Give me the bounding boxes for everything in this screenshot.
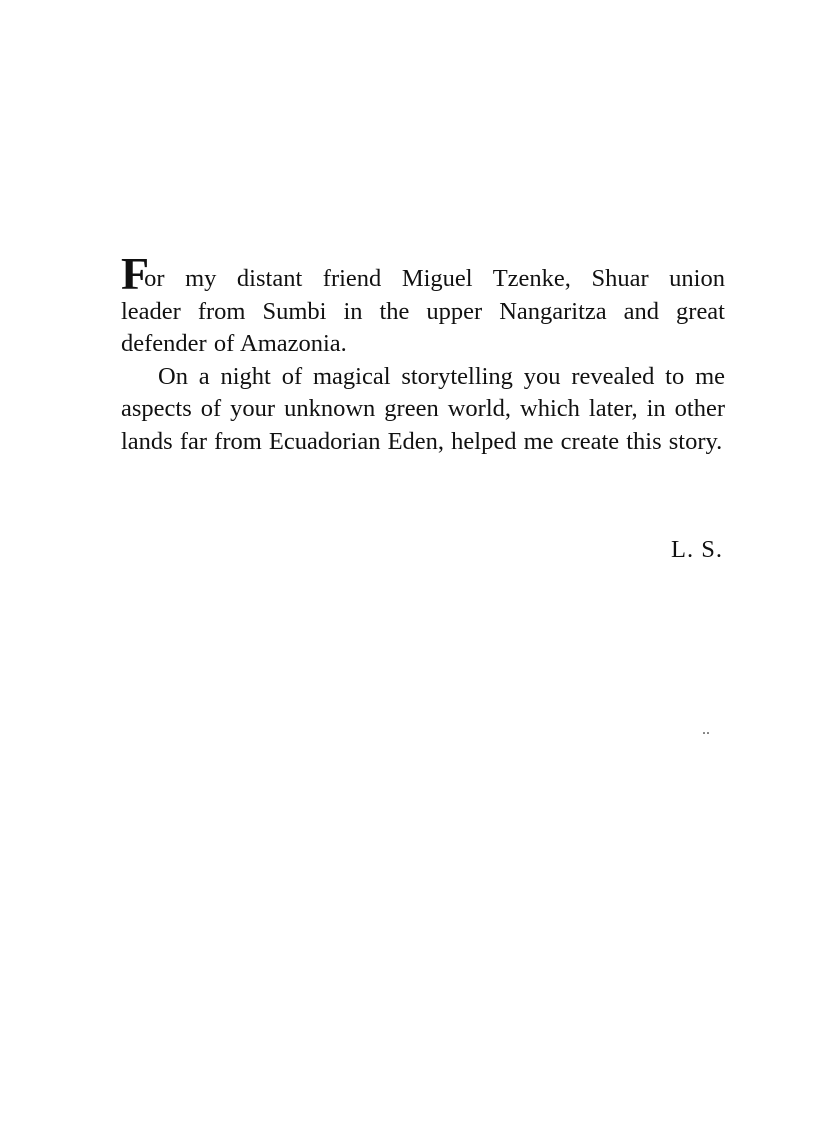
dedication-paragraph-2: On a night of magical storytelling you revealed to me aspects of your unknown green world, which later, in other lands far from Ecuadorian Eden, helped me create this story. bbox=[121, 362, 725, 455]
dedication-paragraph-1 bbox=[121, 248, 725, 361]
drop-cap: F bbox=[121, 248, 148, 299]
paragraph-1-continuation: leader from Sumbi in the upper Nangaritza and great defender of Amazonia. bbox=[121, 297, 725, 357]
author-initials: L. S. bbox=[671, 536, 723, 563]
first-line-text: or my distant friend Miguel Tzenke, Shuar union bbox=[144, 265, 725, 292]
dedication-text bbox=[121, 248, 725, 458]
dedication-first-line bbox=[121, 248, 725, 299]
scan-speck bbox=[703, 732, 709, 734]
